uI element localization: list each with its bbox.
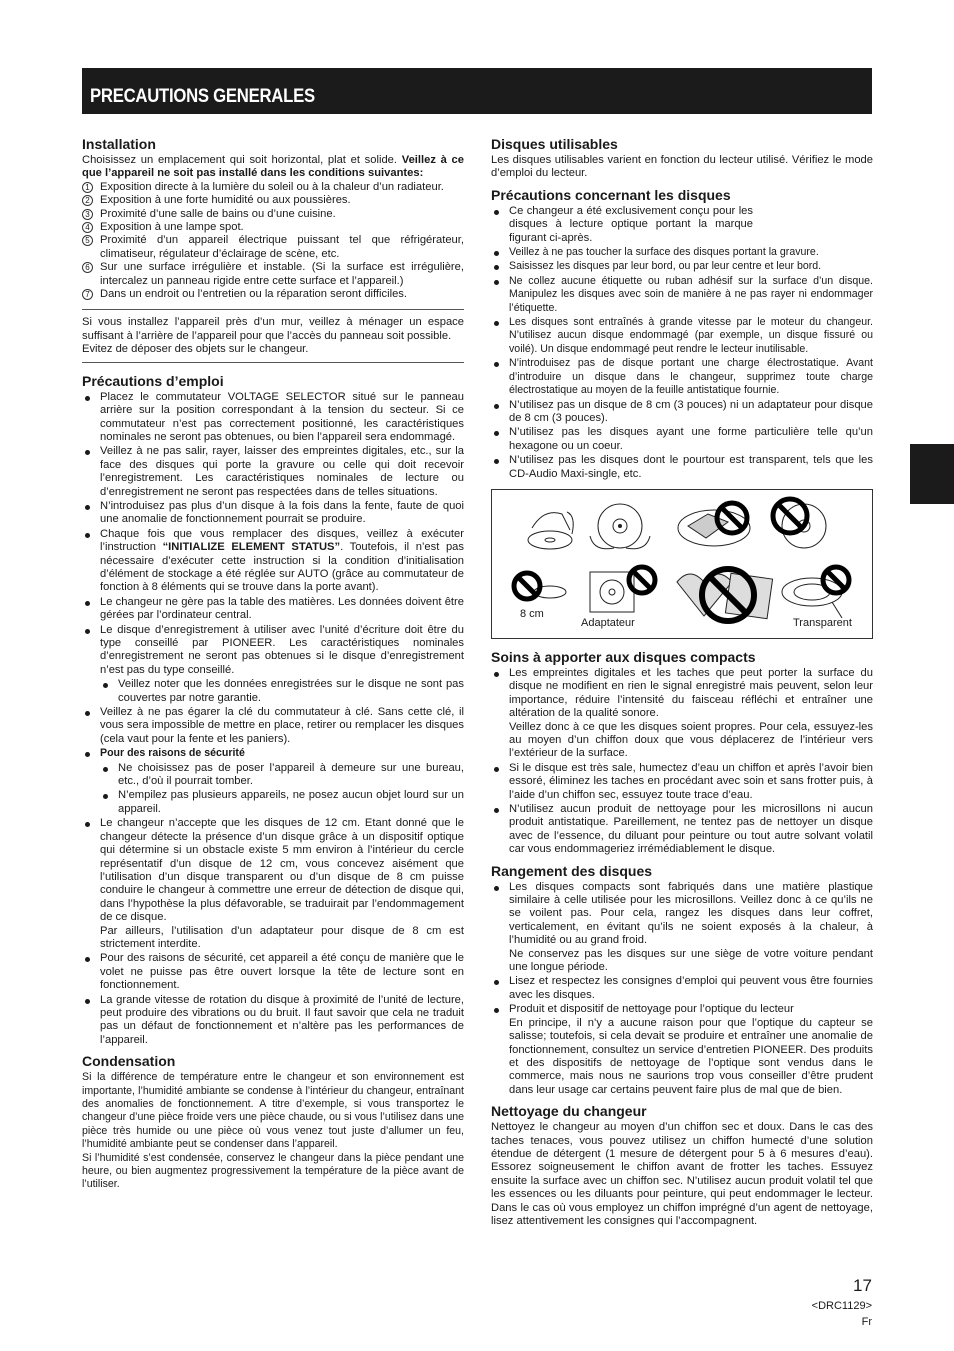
list-item: 3 Proximité d’une salle de bains ou d’une cuisine.: [82, 208, 464, 221]
odd-shaped-disc-prohibited: [677, 569, 773, 621]
list-item: Ce changeur a été exclusivement conçu pour les disques à lecture optique portant la marque figurant ci-après.: [491, 205, 873, 245]
list-item: N’utilisez aucun produit de nettoyage pour les microsillons ni aucun produit antistatique. Pareillement, ne tentez pas de nettoyer un disque avec de l’essence, du diluant pour peinture ou tout autre solvant volatil car vous endommageriez irrémédiablement le disque.: [491, 803, 873, 857]
disc-handling-figure: [491, 489, 873, 639]
disques-utilisables-heading: Disques utilisables: [491, 136, 618, 152]
language-code: Fr: [861, 1316, 872, 1328]
soins-list: [491, 667, 873, 857]
list-item: N’utilisez pas les disques dont le pourtour est transparent, tels que les CD-Audio Maxi-single, etc.: [491, 454, 873, 481]
installation-heading: Installation: [82, 136, 156, 152]
installation-list: [82, 181, 464, 302]
disques-utilisables-text: Les disques utilisables varient en fonction du lecteur utilisé. Vérifiez le mode d’emploi du lecteur.: [491, 154, 873, 180]
sub-list: [100, 678, 464, 705]
section-tab-marker: [910, 444, 954, 504]
page-title: PRECAUTIONS GENERALES: [90, 86, 315, 107]
list-item: Ne collez aucune étiquette ou ruban adhésif sur la surface d’un disque. Manipulez les disques avec soin de manière à ne pas rayer ni endommager l’étiquette.: [491, 275, 873, 315]
list-item: La grande vitesse de rotation du disque à proximité de l’unité de lecture, peut produire des vibrations ou du bruit. Il faut savoir que cela ne traduit pas un défaut de fonctionnement et n’altère pas les performances de l’appareil.: [82, 994, 464, 1048]
installation-section: [82, 136, 464, 363]
rangement-heading: Rangement des disques: [491, 862, 653, 879]
list-item: Produit et dispositif de nettoyage pour l’optique du lecteur En principe, il n’y a aucune raison pour que l’optique du capteur se salisse; toutefois, si cela devait se produire et entraîner une anomalie de fonctionnement, consultez un service d’entretien PIONEER. Des produits et des dispositifs de nettoyage de l’optique sont vendus dans le commerce, mais nous ne saurions trop vous conseiller d’être prudent dans leur usage car certains peuvent faire plus de mal que de bien.: [491, 1003, 873, 1097]
left-column: [82, 136, 464, 1198]
list-item: N’utilisez pas un disque de 8 cm (3 pouces) ni un adaptateur pour disque de 8 cm (3 pouces).: [491, 399, 873, 426]
precautions-emploi-list: [82, 391, 464, 1048]
precautions-disques-list: [491, 205, 873, 481]
rangement-section: [491, 863, 873, 1098]
wall-note: Si vous installez l’appareil près d’un mur, veillez à ménager un espace suffisant à l’arrière de l’appareil pour que l’accès du panneau soit possible.: [82, 316, 464, 342]
disc-illustration: [492, 490, 872, 638]
list-item: 7 Dans un endroit ou l’entretien ou la réparation seront difficiles.: [82, 288, 464, 301]
list-item: 5 Proximité d’un appareil électrique puissant tel que réfrigérateur, climatiseur, régulateur d’éclairage de scène, etc.: [82, 234, 464, 261]
list-item: Les disques sont entraînés à grande vitesse par le moteur du changeur. N’utilisez aucun disque endommagé (par exemple, un disque fissuré ou voilé). Un disque endommagé peut rendre le lecteur inutilisable.: [491, 316, 873, 356]
list-item: Le disque d’enregistrement à utiliser avec l’unité d’écriture doit être du type conseillé par PIONEER. Les caractéristiques nominales d’enregistrement ne seront pas obtenues si le disque d’enregistrement n’est pas du type conseillé. Veillez noter que les données enregistrées sur le disque ne sont pas couvertes par notre garantie.: [82, 624, 464, 705]
list-item: Veillez à ne pas toucher la surface des disques portant la gravure.: [491, 246, 873, 259]
right-column: [491, 136, 873, 1234]
nettoyage-section: [491, 1103, 873, 1228]
sub-list: [100, 762, 464, 817]
adapter-prohibited: [590, 567, 655, 612]
installation-intro: Choisissez un emplacement qui soit horizontal, plat et solide. Veillez à ce que l’appareil ne soit pas installé dans les conditions suivantes:: [82, 154, 465, 180]
transparent-rim-disc-prohibited: [782, 567, 849, 618]
label-adapter: Adaptateur: [581, 616, 635, 629]
label-transparent: Transparent: [793, 616, 852, 629]
divider: [82, 309, 464, 310]
list-item: Lisez et respectez les consignes d’emploi qui peuvent vous être fournies avec les disques.: [491, 975, 873, 1002]
list-item: Veillez noter que les données enregistrées sur le disque ne sont pas couvertes par notre garantie.: [100, 678, 464, 705]
list-item: Si le disque est très sale, humectez d’eau un chiffon et après l’avoir bien essoré, éliminez les taches en procédant avec soin et sans frotter puis, à l’aide d’un chiffon sec, essuyez toute trace d’eau.: [491, 762, 873, 802]
list-item: Placez le commutateur VOLTAGE SELECTOR situé sur le panneau arrière sur la position correspondant à la tension du secteur. Si ce commutateur n’est pas correctement positionné, les caractéristiques nominales ne seront pas obtenues, ou bien l’appareil sera endommagé.: [82, 391, 464, 445]
title-bar: [82, 68, 872, 114]
soins-section: [491, 649, 873, 857]
precautions-disques-heading: Précautions concernant les disques: [491, 186, 731, 203]
rangement-list: [491, 881, 873, 1098]
disc-with-label-prohibited: [678, 503, 750, 546]
list-item: 4 Exposition à une lampe spot.: [82, 221, 464, 234]
list-item: Veillez à ne pas salir, rayer, laisser des empreintes digitales, etc., sur la face des disques qui porte la gravure ou celle qui doit recevoir l’enregistrement. Les caractéristiques nominales de lecture ou d’enregistrement ne seront pas respectées dans de telles situations.: [82, 445, 464, 499]
label-8cm: 8 cm: [520, 607, 544, 620]
hands-holding-disc-edge-illustration: [590, 504, 650, 549]
condensation-heading: Condensation: [82, 1053, 176, 1070]
list-item: 6 Sur une surface irrégulière et instable. (Si la surface est irrégulière, intercalez un panneau rigide entre cette surface et l’appareil.): [82, 261, 464, 288]
avoid-note: Evitez de déposer des objets sur le changeur.: [82, 343, 309, 356]
precautions-disques-section: [491, 187, 873, 481]
list-item: Pour des raisons de sécurité Ne choisissez pas de poser l’appareil à demeure sur une bureau, etc., d’où il pourrait tomber. N’empilez pas plusieurs appareils, ne posez aucun objet lourd sur un appareil.: [82, 747, 464, 816]
nettoyage-text: Nettoyez le changeur au moyen d’un chiffon sec et doux. Dans le cas des taches tenaces, vous pouvez utilisez un chiffon humecté d’une solution étendue de détergent (1 mesure de détergent pour 5 à 6 mesures d’eau). Essorez soigneusement le chiffon avant de frotter les taches. Essuyez ensuite la surface avec un chiffon sec. N’utilisez aucun produit volatil tel que les essences ou les diluants pour peinture, qui peut endommager le lecteur. Dans le cas où vous employez un chiffon imprégné d’un agent de nettoyage, lisez attentivement les consignes qui l’accompagnent.: [491, 1121, 873, 1227]
list-item: Les empreintes digitales et les taches que peut porter la surface du disque ne modifient en rien le signal enregistré mais peuvent, selon leur importance, réduire l’intensité du faisceau réfléchi et entraîner une altération de la qualité sonore. Veillez donc à ce que les disques soient propres. Pour cela, essuyez-les au moyen d’un chiffon doux que vous déplacerez de l’intérieur vers l’extérieur de la surface.: [491, 667, 873, 761]
document-code: [812, 1298, 872, 1330]
divider: [82, 362, 464, 363]
soins-heading: Soins à apporter aux disques compacts: [491, 648, 756, 665]
nettoyage-heading: Nettoyage du changeur: [491, 1103, 647, 1120]
list-item: Ne choisissez pas de poser l’appareil à demeure sur une bureau, etc., d’où il pourrait tomber.: [100, 762, 464, 789]
precautions-emploi-heading: Précautions d’emploi: [82, 372, 224, 389]
doc-code-text: <DRC1129>: [811, 1300, 872, 1312]
list-item: 1 Exposition directe à la lumière du soleil ou à la chaleur d’un radiateur.: [82, 181, 464, 194]
cracked-disc-prohibited: [773, 499, 826, 548]
list-item: N’introduisez pas de disque portant une charge électrostatique. Avant d’introduire un disque dans le changeur, supprimez toute charge électrostatique au moyen de la feuille antistatique fournie.: [491, 357, 873, 397]
list-item: 2 Exposition à une forte humidité ou aux poussières.: [82, 194, 464, 207]
list-item: Le changeur ne gère pas la table des matières. Les données doivent être gérées par l’ordinateur central.: [82, 596, 464, 623]
page-number: 17: [853, 1276, 872, 1295]
condensation-section: [82, 1053, 464, 1192]
condensation-text: Si la différence de température entre le changeur et son environnement est importante, l’humidité ambiante se condense à l’intérieur du changeur, entraînant des anomalies de fonctionnement. A titre d’exemple, si vous transportez le changeur d’une pièce froide vers une pièce chaude, ou si vous l’utilisez dans une pièce très humide ou une pièce où vous venez tout juste d’allumer un feu, l’humidité ambiante peut se condenser dans l’appareil.: [82, 1071, 464, 1151]
list-item: N’utilisez pas les disques ayant une forme particulière telle qu’un hexagone ou un coeur.: [491, 426, 873, 453]
list-item: N’introduisez pas plus d’un disque à la fois dans la fente, faute de quoi une anomalie de fonctionnement pourrait se produire.: [82, 500, 464, 527]
8cm-disc-prohibited: [514, 573, 566, 599]
list-item: Le changeur n’accepte que les disques de 12 cm. Etant donné que le changeur détecte la présence d’un disque grâce à un dispositif optique qui détermine si un obstacle existe 5 mm environ à l’intérieur du cercle représentatif d’un disque de 12 cm, vous concevez aisément que l’utilisation d’un disque transparent ou d’un disque de 8 cm puisse conduire le changeur à commettre une erreur de détection de disque qui, dans l’hypothèse la plus défavorable, se traduirait par l’endommagement de ce disque. Par ailleurs, l’utilisation d’un adaptateur pour disque de 8 cm est strictement interdite.: [82, 817, 464, 951]
list-item: Veillez à ne pas égarer la clé du commutateur à clé. Sans cette clé, il vous sera impossible de mettre en place, retirer ou remplacer les disques (cela vaut pour la fente et les paniers).: [82, 706, 464, 746]
precautions-emploi-section: [82, 373, 464, 1048]
condensation-text: Si l’humidité s’est condensée, conservez le changeur dans la pièce pendant une heure, ou bien augmentez progressivement la température de la pièce avant de l’utiliser.: [82, 1151, 464, 1191]
hand-touching-disc-illustration: [528, 512, 573, 549]
list-item: Les disques compacts sont fabriqués dans une matière plastique similaire à celle utilisée pour les microsillons. Veillez donc à ce qu’ils ne se voilent pas. Pour cela, rangez les disques dans leur coffret, verticalement, en évitant qu’ils ne soient exposés à la chaleur, à l’humidité ou au grand froid. Ne conservez pas les disques sur une siège de votre voiture pendant une longue période.: [491, 881, 873, 975]
list-item: Saisissez les disques par leur bord, ou par leur centre et leur bord.: [491, 260, 873, 273]
disques-utilisables-section: [491, 136, 873, 181]
list-item: Pour des raisons de sécurité, cet appareil a été conçu de manière que le volet ne puisse pas être ouvert lorsque la tête de lecture sont en fonctionnement.: [82, 952, 464, 992]
list-item: Chaque fois que vous remplacer des disques, veillez à exécuter l’instruction “INITIALIZE ELEMENT STATUS”. Toutefois, il n’est pas nécessaire d’exécuter cette instruction si la condition d’initialisation d’élément de stockage a été réglée sur AUTO (grâce au commutateur de fonction à 8 éléments qui se trouve dans la porte avant).: [82, 528, 464, 595]
list-item: N’empilez pas plusieurs appareils, ne posez aucun objet lourd sur un appareil.: [100, 789, 464, 816]
